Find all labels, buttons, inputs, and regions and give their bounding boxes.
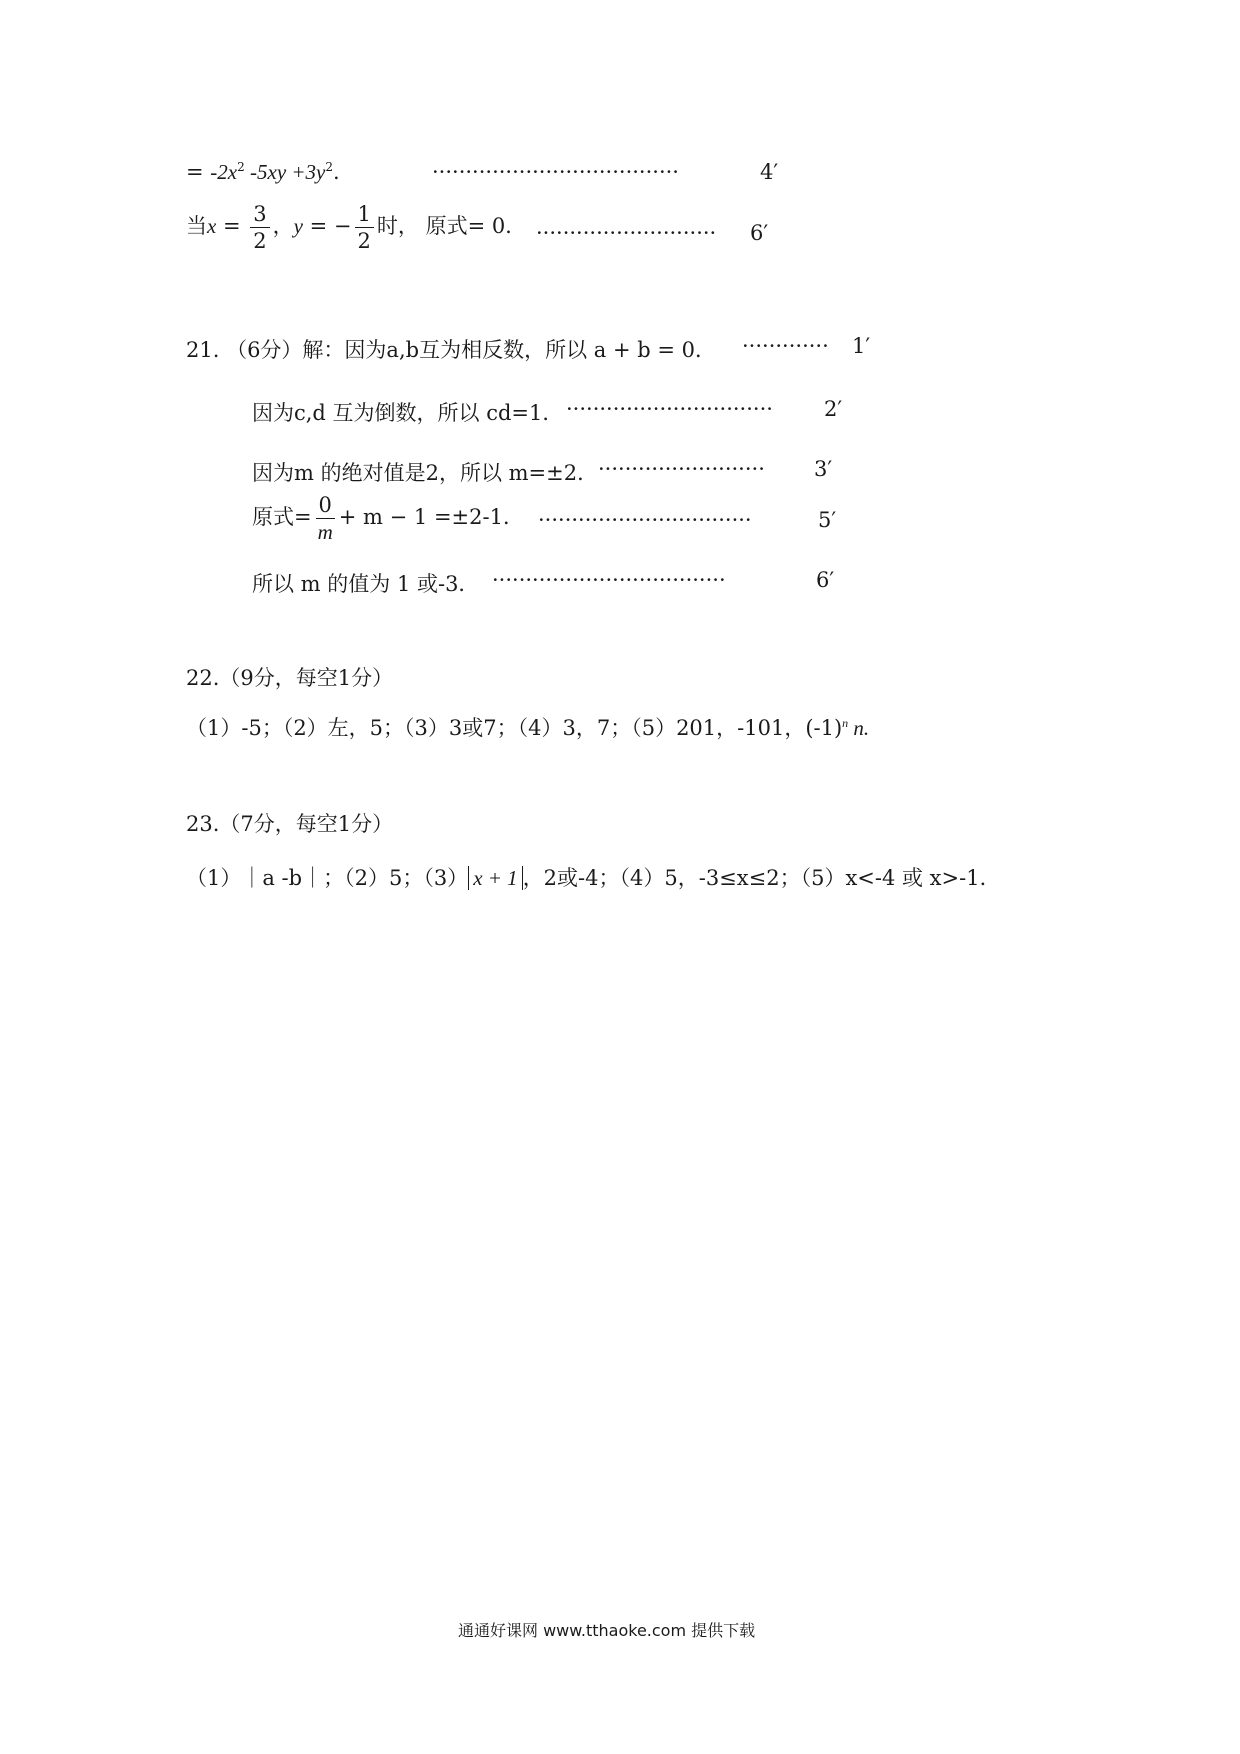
q23-heading: 23.（7分，每空1分） [186, 812, 394, 836]
q21-step-4-score: 6′ [816, 568, 835, 592]
q21-heading-score: 1′ [852, 334, 871, 358]
q20-x-eq: = [216, 214, 248, 239]
q20-prefix: 当 [186, 214, 207, 239]
q20-line2-score: 6′ [750, 221, 769, 245]
q20-y-fraction [355, 203, 374, 252]
q20-x-fraction [250, 203, 269, 252]
q20-suffix: 时， 原式= 0． [376, 214, 527, 239]
q22-answer-text: （1）-5；（2）左，5；（3）3或7；（4）3，7；（5）201，-101，(-1) [186, 716, 843, 740]
q21-step-3-prefix: 原式= [252, 505, 312, 530]
q20-term1: -2x [210, 160, 238, 184]
q21-step-3-score: 5′ [818, 508, 837, 532]
q21-step-2-dots: ························· [598, 457, 765, 481]
q20-x-den: 2 [253, 229, 267, 254]
q21-step-1-dots: ······························· [566, 397, 773, 421]
q22-answer-exp: n [842, 716, 849, 730]
q21-step-3-den: m [317, 520, 333, 545]
q21-step-2-score: 3′ [814, 457, 833, 481]
q21-heading-dots: ············· [742, 334, 829, 358]
q20-line2-dots: ··························· [536, 221, 717, 245]
q20-term2-end: . [333, 160, 340, 184]
q22-answer-end: n. [848, 716, 870, 740]
q20-y-eq: = − [302, 214, 352, 239]
q20-y-var: y [293, 214, 303, 239]
q21-step-4: 所以 m 的值为 1 或-3． [252, 572, 480, 596]
q21-step-1-score: 2′ [824, 397, 843, 421]
page-footer: 通通好课网 www.tthaoke.com 提供下载 [458, 1621, 756, 1640]
q20-line2 [186, 203, 526, 252]
q20-line1-score: 4′ [760, 160, 779, 184]
q20-x-num: 3 [250, 203, 269, 228]
q21-step-1: 因为c,d 互为倒数，所以 cd=1． [252, 401, 564, 425]
q20-eq: = [186, 160, 211, 184]
q22-heading: 22.（9分，每空1分） [186, 666, 394, 690]
q21-step-3-num: 0 [316, 494, 335, 519]
q20-line1-dots: ····································· [432, 160, 679, 184]
q23-part2: ，2或-4；（4）5，-3≤x≤2；（5）x<-4 或 x>-1． [522, 866, 1001, 890]
q20-y-den: 2 [357, 229, 371, 254]
q21-step-3-dots: ································ [538, 508, 752, 532]
q20-term1-exp: 2 [237, 160, 245, 174]
q21-step-3-rest: + m − 1 =±2-1． [338, 505, 524, 530]
q21-step-3-fraction [315, 494, 336, 543]
q20-x-var: x [207, 214, 217, 239]
q21-step-3 [252, 494, 524, 543]
q20-y-num: 1 [355, 203, 374, 228]
q21-heading: 21. （6分）解：因为a,b互为相反数，所以 a + b = 0． [186, 338, 716, 362]
q20-term2: -5xy +3y [244, 160, 326, 184]
q23-abs-expr: x + 1 [468, 866, 523, 890]
q20-term2-exp: 2 [325, 160, 334, 174]
q21-step-4-dots: ··································· [492, 568, 726, 592]
q22-answer [186, 712, 869, 742]
q23-answer [186, 862, 1001, 892]
q20-line1 [186, 160, 340, 185]
q20-sep: ， [272, 214, 294, 239]
q23-part1: （1）｜a -b｜；（2）5；（3） [186, 866, 469, 890]
q21-step-2: 因为m 的绝对值是2，所以 m=±2． [252, 461, 599, 485]
